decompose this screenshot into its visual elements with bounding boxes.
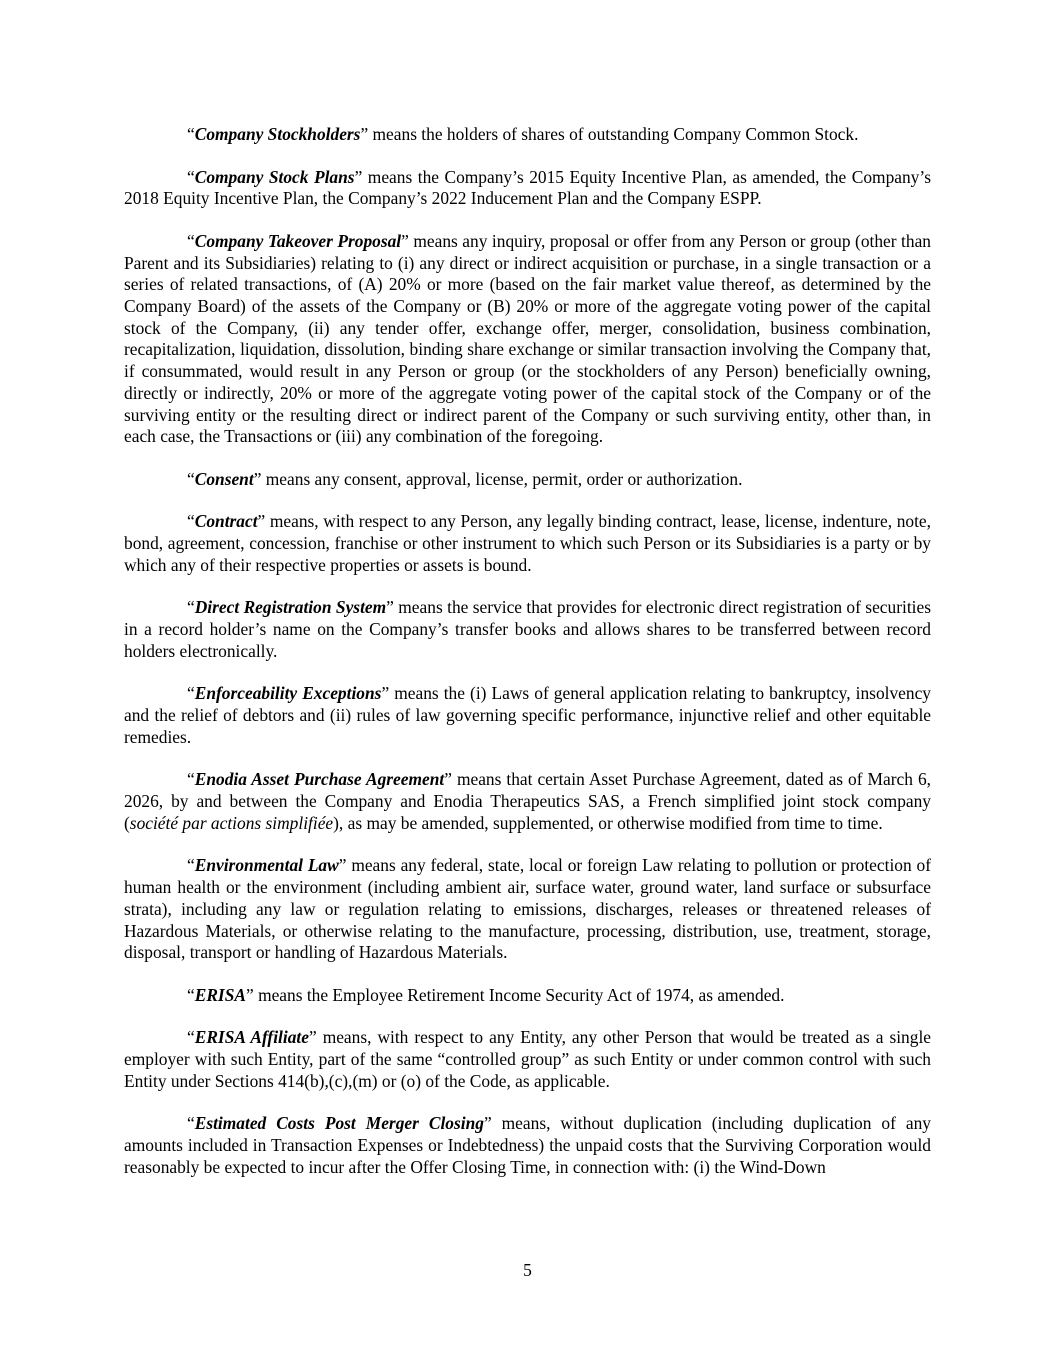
definition-company-stock-plans (124, 167, 931, 210)
close-quote: ” (444, 769, 457, 790)
definition-text: means any inquiry, proposal or offer from any Person or group (other than Parent and its Subsidiaries) relating to (i) any direct or indirect acquisition or purchase, in a single transaction or a series of related transactions, of (A) 20% or more (based on the fair market value thereof, as determined by the Company Board) of the assets of the Company or (B) 20% or more of the aggregate voting power of the capital stock of the Company, (ii) any tender offer, exchange offer, merger, consolidation, business combination, recapitalization, liquidation, dissolution, binding share exchange or similar transaction involving the Company that, if consummated, would result in any Person or group (or the stockholders of any Person) beneficially owning, directly or indirectly, 20% or more of the aggregate voting power of the capital stock of the Company or of the surviving entity or the resulting direct or indirect parent of the Company or such surviving entity, other than, in each case, the Transactions or (iii) any combination of the foregoing. (124, 230, 931, 447)
open-quote: “ (187, 769, 195, 790)
close-quote: ” (354, 166, 368, 187)
defined-term: Consent (194, 468, 254, 489)
page-number: 5 (523, 1260, 532, 1280)
definition-direct-registration-system (124, 597, 931, 662)
definition-text: means, without duplication (including duplication of any amounts included in Transaction Expenses or Indebtedness) the unpaid costs that the Surviving Corporation would reasonably be expected to incur after the Offer Closing Time, in connection with: (i) the Wind-Down (124, 1113, 931, 1177)
close-quote: ” (386, 597, 399, 618)
definition-environmental-law (124, 855, 931, 964)
defined-term: Estimated Costs Post Merger Closing (194, 1113, 484, 1134)
open-quote: “ (187, 1113, 195, 1134)
defined-term: Company Stock Plans (194, 166, 355, 187)
close-quote: ” (483, 1113, 502, 1134)
definition-text: means, with respect to any Person, any legally binding contract, lease, license, indenture, note, bond, agreement, concession, franchise or other instrument to which such Person or its Subsidiaries is a party or by which any of their respective properties or assets is bound. (124, 511, 931, 575)
definition-text: means the (i) Laws of general application relating to bankruptcy, insolvency and the relief of debtors and (ii) rules of law governing specific performance, injunctive relief and other equitable remedies. (124, 683, 931, 747)
defined-term: Enodia Asset Purchase Agreement (194, 769, 445, 790)
definition-company-takeover-proposal (124, 231, 931, 448)
definition-erisa-affiliate (124, 1027, 931, 1092)
definition-enforceability-exceptions (124, 683, 931, 748)
defined-term: ERISA (194, 984, 246, 1005)
definition-text: means the service that provides for electronic direct registration of securities in a record holder’s name on the Company’s transfer books and allows shares to be transferred between record holders electronically. (124, 597, 931, 661)
definition-text: means any federal, state, local or foreign Law relating to pollution or protection of human health or the environment (including ambient air, surface water, ground water, land surface or subsurface strata), including any law or regulation relating to emissions, discharges, releases or threatened releases of Hazardous Materials, or otherwise relating to the manufacture, processing, distribution, use, treatment, storage, disposal, transport or handling of Hazardous Materials. (124, 855, 931, 963)
open-quote: “ (187, 124, 195, 144)
defined-term: Company Stockholders (194, 124, 361, 144)
definition-enodia-asset-purchase-agreement (124, 769, 931, 834)
definition-text: means that certain Asset Purchase Agreement, dated as of March 6, 2026, by and between the Company and Enodia Therapeutics SAS, a French simplified joint stock company ( (124, 769, 931, 833)
definition-text: means the holders of shares of outstanding Company Common Stock. (372, 124, 859, 144)
defined-term: Environmental Law (194, 855, 339, 876)
definition-text: means the Employee Retirement Income Security Act of 1974, as amended. (258, 984, 785, 1005)
document-page (124, 124, 931, 1199)
defined-term: Enforceability Exceptions (194, 683, 382, 704)
close-quote: ” (257, 511, 270, 532)
definition-estimated-costs-post-merger-closing (124, 1113, 931, 1178)
definition-text: means the Company’s 2015 Equity Incentive Plan, as amended, the Company’s 2018 Equity Incentive Plan, the Company’s 2022 Inducement Plan and the Company ESPP. (124, 166, 931, 209)
close-quote: ” (401, 230, 414, 251)
defined-term: ERISA Affiliate (194, 1027, 309, 1048)
open-quote: “ (187, 230, 195, 251)
open-quote: “ (187, 683, 195, 704)
open-quote: “ (187, 597, 195, 618)
defined-term: Direct Registration System (194, 597, 387, 618)
open-quote: “ (187, 1027, 195, 1048)
open-quote: “ (187, 511, 195, 532)
close-quote: ” (338, 855, 352, 876)
open-quote: “ (187, 166, 195, 187)
open-quote: “ (187, 855, 195, 876)
close-quote: ” (245, 984, 259, 1005)
close-quote: ” (360, 124, 373, 144)
close-quote: ” (308, 1027, 323, 1048)
close-quote: ” (253, 468, 266, 489)
defined-term: Company Takeover Proposal (194, 230, 402, 251)
definition-consent (124, 469, 931, 491)
definition-text: means any consent, approval, license, permit, order or authorization. (265, 468, 743, 489)
definition-text-after: ), as may be amended, supplemented, or otherwise modified from time to time. (333, 812, 883, 833)
definition-text: means, with respect to any Entity, any other Person that would be treated as a single employer with such Entity, part of the same “controlled group” as such Entity or under common control with such Entity under Sections 414(b),(c),(m) or (o) of the Code, as applicable. (124, 1027, 931, 1091)
definition-company-stockholders (124, 124, 931, 146)
definition-erisa (124, 985, 931, 1007)
defined-term: Contract (194, 511, 258, 532)
close-quote: ” (381, 683, 395, 704)
open-quote: “ (187, 984, 195, 1005)
open-quote: “ (187, 468, 195, 489)
definition-contract (124, 511, 931, 576)
italic-phrase: société par actions simplifiée (129, 812, 334, 833)
